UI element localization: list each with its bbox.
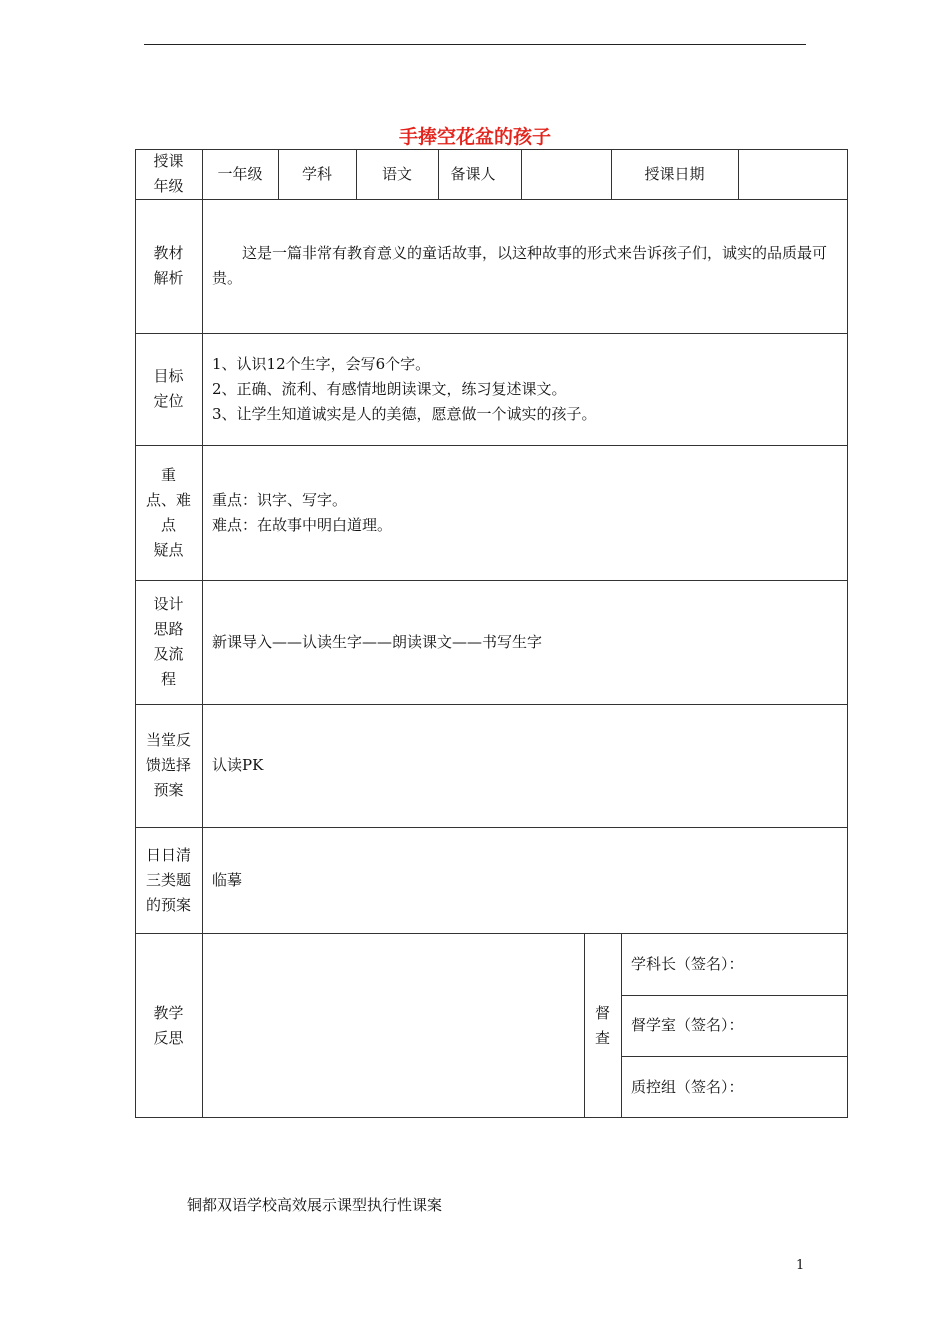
page-number: 1 bbox=[796, 1258, 805, 1273]
signature-label: 督学室（签名）： bbox=[631, 1016, 744, 1034]
goal-item: 1、认识12个生字，会写6个字。 bbox=[212, 354, 431, 373]
grade-value: 一年级 bbox=[217, 164, 263, 183]
signature-label: 质控组（签名）： bbox=[631, 1077, 744, 1096]
feedback-label: 当堂反 馈选择 预案 bbox=[145, 731, 191, 799]
key-points-label: 重 点、难 点 疑点 bbox=[145, 465, 191, 559]
daily-label: 日日清 三类题 的预案 bbox=[145, 845, 191, 914]
date-value bbox=[738, 149, 848, 199]
goal-item: 3、让学生知道诚实是人的美德，愿意做一个诚实的孩子。 bbox=[212, 404, 597, 423]
design-content bbox=[202, 580, 848, 704]
goal-item: 2、正确、流利、有感情地朗读课文，练习复述课文。 bbox=[212, 379, 567, 398]
analysis-label: 教材 解析 bbox=[153, 244, 184, 287]
signature-quality-control bbox=[621, 1056, 848, 1118]
signature-subject-lead bbox=[621, 933, 848, 995]
analysis-text: 这是一篇非常有教育意义的童话故事，以这种故事的形式来告诉孩子们，诚实的品质最可贵。 bbox=[212, 244, 828, 287]
goals-label: 目标 定位 bbox=[153, 367, 184, 410]
subject-value: 语文 bbox=[381, 164, 412, 183]
key-point-item: 重点：识字、写字。 bbox=[212, 490, 348, 509]
reflection-area bbox=[202, 933, 584, 1118]
daily-text: 临摹 bbox=[212, 870, 243, 889]
supervision-label: 督 查 bbox=[594, 1003, 610, 1047]
key-points-content bbox=[202, 445, 848, 580]
preparer-label: 备课人 bbox=[450, 164, 496, 183]
preparer-value bbox=[521, 149, 611, 199]
feedback-text: 认读PK bbox=[212, 756, 264, 774]
document-title: 手捧空花盆的孩子 bbox=[398, 126, 551, 148]
feedback-content bbox=[202, 704, 848, 827]
goals-content bbox=[202, 333, 848, 445]
analysis-content bbox=[202, 199, 848, 333]
date-label: 授课日期 bbox=[644, 164, 705, 183]
design-label: 设计 思路 及流 程 bbox=[153, 595, 184, 688]
signature-label: 学科长（签名）： bbox=[631, 954, 744, 973]
header-rule bbox=[144, 44, 806, 45]
signature-supervision-office bbox=[621, 995, 848, 1056]
key-point-item: 难点：在故事中明白道理。 bbox=[212, 515, 393, 534]
subject-label: 学科 bbox=[301, 164, 332, 183]
grade-label: 授课 年级 bbox=[153, 152, 184, 195]
reflection-label: 教学 反思 bbox=[153, 1003, 184, 1047]
daily-content bbox=[202, 827, 848, 933]
design-flow-text: 新课导入——认读生字——朗读课文——书写生字 bbox=[212, 632, 543, 651]
school-footer: 铜都双语学校高效展示课型执行性课案 bbox=[187, 1196, 443, 1214]
